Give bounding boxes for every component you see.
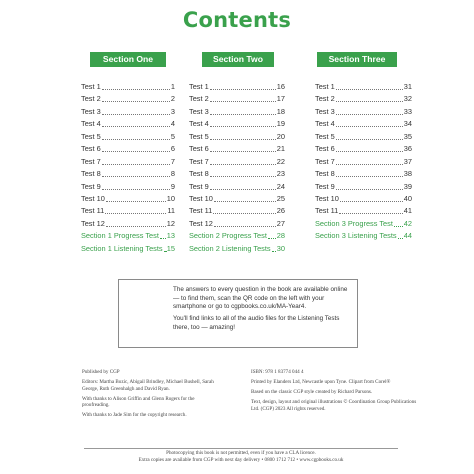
toc-entry[interactable] [315, 156, 412, 168]
dot-leader [160, 231, 166, 239]
dot-leader [398, 231, 403, 239]
toc-entry-page: 30 [276, 243, 285, 253]
toc-entry[interactable] [315, 81, 412, 93]
toc-entry[interactable] [81, 193, 175, 205]
toc-entry-label: Test 4 [315, 119, 335, 129]
toc-entry-page: 38 [403, 169, 412, 179]
toc-entry[interactable] [81, 106, 175, 118]
toc-entry-page: 44 [403, 231, 412, 241]
toc-entry-label: Test 6 [189, 144, 209, 154]
dot-leader [102, 119, 170, 127]
toc-entry-page: 37 [403, 156, 412, 166]
toc-entry-label: Test 10 [81, 193, 105, 203]
toc-entry-page: 23 [276, 169, 285, 179]
toc-entry-label: Test 1 [81, 82, 101, 91]
toc-entry-page: 4 [170, 119, 175, 129]
toc-entry-label: Test 7 [315, 156, 335, 166]
credits-left [82, 369, 222, 422]
credit-line: With thanks to Jade Sim for the copyright research. [82, 412, 187, 419]
credits-right [251, 369, 421, 416]
toc-entry[interactable] [189, 181, 285, 193]
toc-entry-page: 8 [170, 169, 175, 179]
toc-entry[interactable] [189, 93, 285, 105]
toc-entry-page: 21 [276, 144, 285, 154]
toc-entry[interactable] [315, 168, 412, 180]
section-heading: Section Three [317, 52, 397, 67]
toc-entry-page: 41 [403, 206, 412, 216]
dot-leader [102, 182, 170, 190]
toc-entry-page: 3 [170, 106, 175, 116]
dot-leader [336, 119, 403, 127]
dot-leader [214, 219, 276, 227]
toc-list [81, 81, 175, 255]
toc-entry-label: Section 3 Progress Test [315, 218, 393, 228]
toc-entry-label: Test 3 [315, 106, 335, 116]
toc-entry-page: 11 [167, 206, 175, 216]
dot-leader [214, 194, 276, 202]
toc-entry[interactable] [315, 143, 412, 155]
toc-list [189, 81, 285, 255]
toc-entry[interactable] [189, 106, 285, 118]
dot-leader [210, 119, 276, 127]
toc-entry[interactable] [189, 205, 285, 217]
toc-entry-page: 31 [403, 82, 412, 91]
toc-entry-page: 19 [276, 119, 285, 129]
toc-list [315, 81, 412, 243]
toc-entry-page: 18 [276, 106, 285, 116]
dot-leader [164, 244, 166, 252]
footer-line-2: Extra copies are available from CGP with next day delivery • 0800 1712 712 • www.cgpbooks.co.uk [138, 457, 344, 463]
toc-entry[interactable] [81, 81, 175, 93]
dot-leader [210, 169, 276, 177]
toc-entry[interactable] [81, 143, 175, 155]
dot-leader [102, 82, 170, 90]
toc-entry-page: 28 [276, 231, 285, 241]
toc-entry[interactable] [189, 243, 285, 255]
toc-entry[interactable] [189, 118, 285, 130]
toc-entry[interactable] [189, 131, 285, 143]
toc-entry[interactable] [81, 93, 175, 105]
toc-entry[interactable] [315, 131, 412, 143]
toc-entry-label: Test 1 [189, 82, 209, 91]
dot-leader [394, 219, 403, 227]
toc-entry[interactable] [189, 168, 285, 180]
toc-entry[interactable] [189, 193, 285, 205]
dot-leader [106, 219, 166, 227]
toc-entry[interactable] [189, 230, 285, 242]
toc-entry-label: Test 8 [189, 169, 209, 179]
toc-entry[interactable] [315, 193, 412, 205]
dot-leader [336, 144, 403, 152]
dot-leader [272, 244, 276, 252]
toc-entry-page: 26 [276, 206, 285, 216]
toc-entry-label: Test 3 [189, 106, 209, 116]
toc-entry-label: Section 3 Listening Tests [315, 231, 397, 241]
toc-entry-label: Section 1 Listening Tests [81, 243, 163, 253]
toc-entry-label: Test 12 [81, 218, 105, 228]
toc-entry-page: 36 [403, 144, 412, 154]
dot-leader [336, 82, 403, 90]
dot-leader [102, 132, 170, 140]
toc-entry[interactable] [81, 131, 175, 143]
toc-entry[interactable] [315, 118, 412, 130]
dot-leader [102, 107, 170, 115]
toc-entry-page: 39 [403, 181, 412, 191]
credit-line: Published by CGP [82, 369, 120, 375]
dot-leader [336, 157, 403, 165]
toc-entry-page: 17 [276, 94, 285, 104]
toc-entry-label: Test 3 [81, 106, 101, 116]
info-paragraph: You'll find links to all of the audio files for the Listening Tests there, too — amazing! [173, 314, 340, 331]
toc-entry-page: 5 [170, 131, 175, 141]
section-three-column [315, 52, 412, 243]
toc-entry-label: Test 2 [189, 94, 209, 104]
toc-entry[interactable] [81, 243, 175, 255]
toc-entry-label: Test 5 [81, 131, 101, 141]
toc-entry-label: Test 5 [315, 131, 335, 141]
toc-entry-label: Section 2 Listening Tests [189, 243, 271, 253]
dot-leader [210, 82, 276, 90]
section-one-column [81, 52, 175, 255]
credit-line: ISBN: 978 1 83774 044 4 [251, 369, 304, 375]
toc-entry[interactable] [315, 181, 412, 193]
dot-leader [336, 94, 403, 102]
toc-entry-label: Test 5 [189, 131, 209, 141]
toc-entry[interactable] [81, 205, 175, 217]
answers-info-box [118, 279, 358, 348]
toc-entry-label: Test 11 [81, 206, 105, 216]
toc-entry[interactable] [189, 156, 285, 168]
toc-entry-label: Test 7 [81, 156, 101, 166]
toc-entry[interactable] [315, 205, 412, 217]
toc-entry-label: Test 8 [315, 169, 335, 179]
toc-entry-page: 22 [276, 156, 285, 166]
dot-leader [210, 144, 276, 152]
toc-entry[interactable] [315, 106, 412, 118]
toc-entry-label: Test 2 [81, 94, 101, 104]
dot-leader [105, 206, 166, 214]
page-title: Contents [182, 8, 292, 32]
dot-leader [102, 169, 170, 177]
section-heading: Section One [90, 52, 166, 67]
dot-leader [336, 169, 403, 177]
toc-entry-label: Section 1 Progress Test [81, 231, 159, 241]
toc-entry[interactable] [81, 230, 175, 242]
toc-entry[interactable] [81, 218, 175, 230]
toc-entry-page: 6 [170, 144, 175, 154]
toc-entry-label: Test 7 [189, 156, 209, 166]
toc-entry[interactable] [81, 156, 175, 168]
dot-leader [102, 157, 170, 165]
toc-entry-page: 13 [166, 231, 175, 241]
dot-leader [336, 132, 403, 140]
toc-entry-label: Test 4 [81, 119, 101, 129]
toc-entry[interactable] [81, 118, 175, 130]
dot-leader [102, 94, 170, 102]
dot-leader [210, 107, 276, 115]
toc-entry-page: 33 [403, 106, 412, 116]
toc-entry-page: 7 [170, 156, 175, 166]
dot-leader [213, 206, 275, 214]
info-paragraph: The answers to every question in the book are available online — to find them, scan the QR code on the left with your smartphone or go to cgpbooks.co.uk/MA-Year4. [173, 286, 348, 311]
toc-entry-page: 40 [403, 193, 412, 203]
dot-leader [339, 206, 402, 214]
toc-entry-page: 42 [403, 218, 412, 228]
toc-entry-label: Test 10 [189, 193, 213, 203]
dot-leader [102, 144, 170, 152]
toc-entry-page: 34 [403, 119, 412, 129]
section-heading: Section Two [202, 52, 274, 67]
dot-leader [210, 157, 276, 165]
footer-line-1: Photocopying this book is not permitted, even if you have a CLA licence. [166, 450, 316, 456]
toc-entry-label: Test 6 [81, 144, 101, 154]
toc-entry[interactable] [81, 181, 175, 193]
toc-entry-label: Section 2 Progress Test [189, 231, 267, 241]
dot-leader [210, 132, 276, 140]
toc-entry-page: 24 [276, 181, 285, 191]
footer [84, 450, 398, 464]
toc-entry-page: 27 [276, 218, 285, 228]
toc-entry-page: 20 [276, 131, 285, 141]
credit-line: Text, design, layout and original illustrations © Coordination Group Publications Ltd. (CGP) 2023 All rights reserved. [251, 398, 417, 412]
toc-entry-page: 12 [166, 218, 175, 228]
toc-entry-label: Test 12 [189, 218, 213, 228]
footer-divider [84, 448, 398, 449]
toc-entry-page: 16 [276, 82, 285, 91]
dot-leader [336, 182, 403, 190]
toc-entry-label: Test 9 [315, 181, 335, 191]
toc-entry[interactable] [315, 93, 412, 105]
credit-line: Based on the classic CGP style created by Richard Parsons. [251, 388, 373, 395]
dot-leader [268, 231, 276, 239]
dot-leader [210, 182, 276, 190]
toc-entry[interactable] [189, 81, 285, 93]
toc-entry[interactable] [189, 143, 285, 155]
toc-entry-page: 2 [170, 94, 175, 104]
toc-entry-label: Test 11 [315, 206, 339, 216]
toc-entry-page: 15 [166, 243, 175, 253]
toc-entry-page: 35 [403, 131, 412, 141]
dot-leader [336, 107, 403, 115]
toc-entry-label: Test 8 [81, 169, 101, 179]
toc-entry[interactable] [315, 230, 412, 242]
toc-entry-label: Test 11 [189, 206, 213, 216]
dot-leader [340, 194, 403, 202]
toc-entry[interactable] [315, 218, 412, 230]
toc-entry-label: Test 6 [315, 144, 335, 154]
dot-leader [210, 94, 276, 102]
credit-line: Editors: Martha Bozic, Abigail Brindley, Michael Bushell, Sarah George, Ruth Greenhalgh and David Ryan. [82, 378, 214, 392]
toc-entry[interactable] [189, 218, 285, 230]
toc-entry-page: 1 [170, 82, 175, 91]
toc-entry-label: Test 9 [189, 181, 209, 191]
qr-code-icon[interactable] [125, 286, 159, 320]
toc-entry-label: Test 10 [315, 193, 339, 203]
toc-entry-page: 25 [276, 193, 285, 203]
toc-entry-label: Test 2 [315, 94, 335, 104]
toc-entry-label: Test 4 [189, 119, 209, 129]
toc-entry-label: Test 1 [315, 82, 335, 91]
toc-entry-label: Test 9 [81, 181, 101, 191]
toc-entry-page: 9 [170, 181, 175, 191]
credit-line: With thanks to Alison Griffin and Glenn Rogers for the proofreading. [82, 395, 195, 409]
section-two-column [189, 52, 285, 255]
info-text [173, 286, 355, 335]
toc-entry-page: 32 [403, 94, 412, 104]
credit-line: Printed by Elanders Ltd, Newcastle upon Tyne. Clipart from Corel® [251, 378, 391, 385]
toc-entry-page: 10 [166, 193, 175, 203]
toc-entry[interactable] [81, 168, 175, 180]
dot-leader [106, 194, 166, 202]
